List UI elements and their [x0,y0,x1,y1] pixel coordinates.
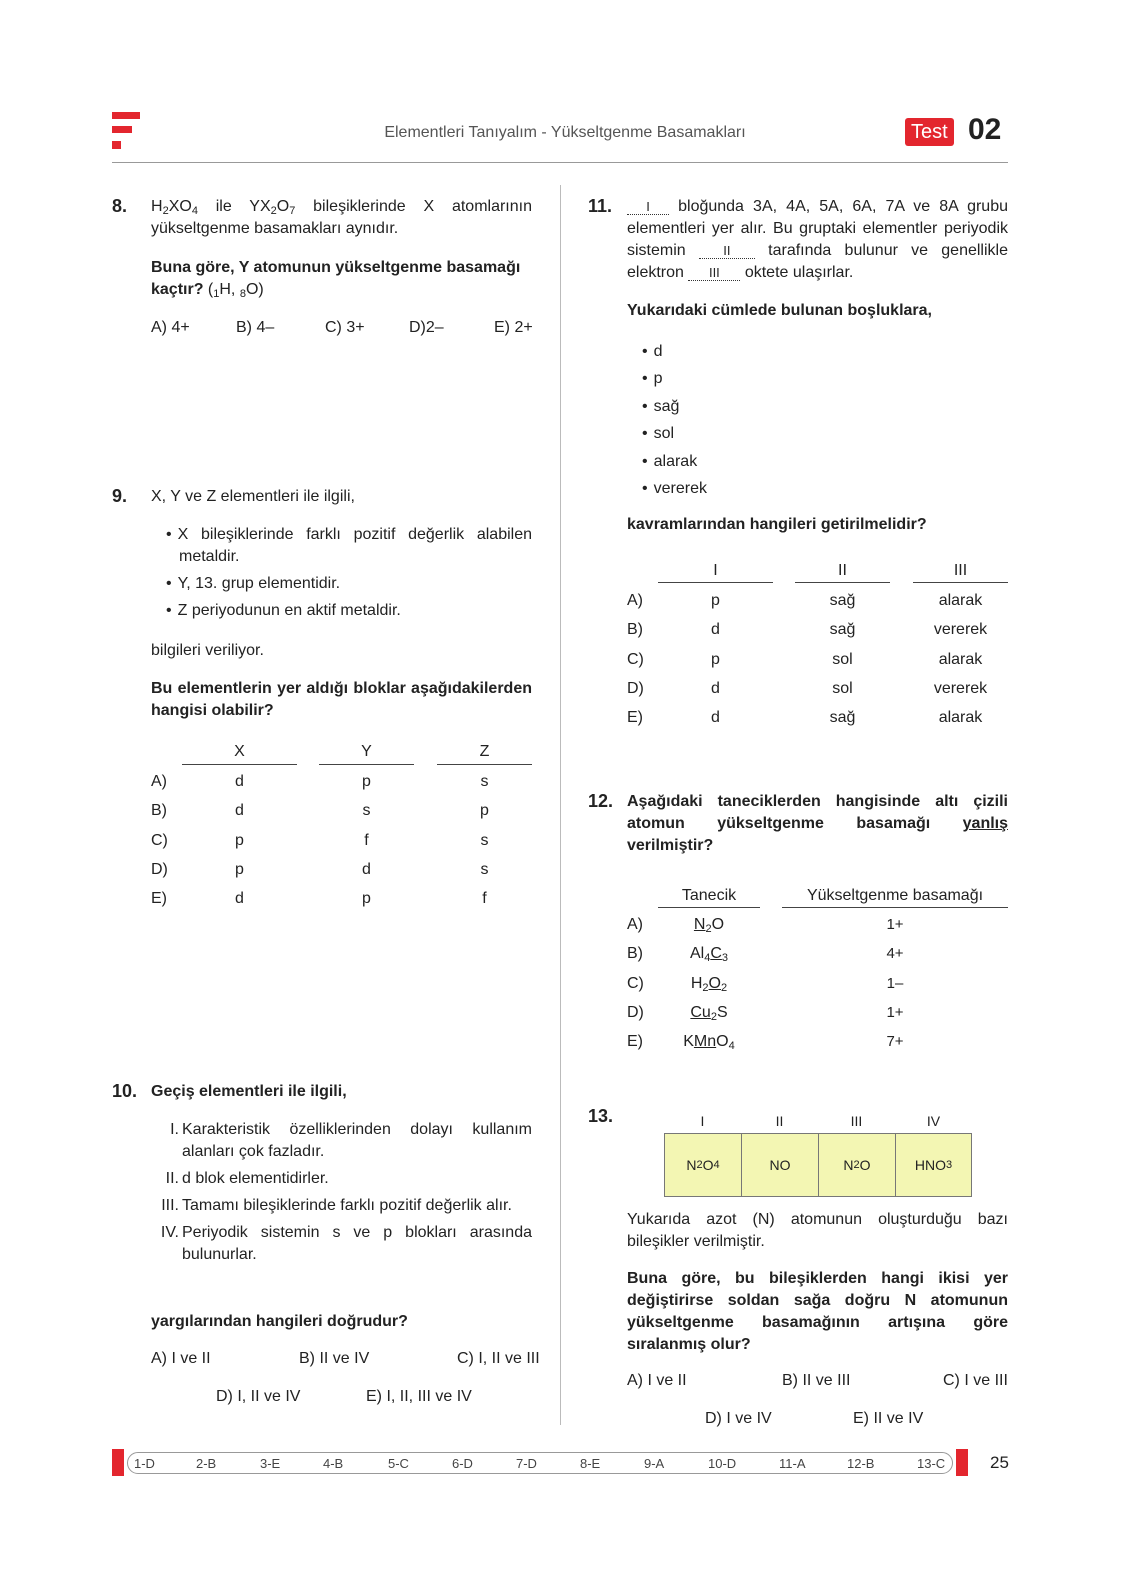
q11-cell: sağ [829,709,856,726]
q9-number: 9. [112,486,128,506]
answer-key-item: 4-B [323,1456,344,1471]
q12-value: 1+ [886,1004,904,1021]
q9-row-label: D) [151,861,168,878]
column-divider [560,185,561,1425]
q11-cell: d [711,621,720,638]
q10-option-a[interactable]: A) I ve II [151,1350,211,1367]
q13-description: Yukarıda azot (N) atomunun oluşturduğu bazı bileşikler verilmiştir. [627,1211,1008,1250]
q10-statement: IV. Periyodik sistemin s ve p blokları arasında bulunurlar. [160,1224,532,1263]
q9-cell: s [362,802,371,819]
q11-question: kavramlarından hangileri getirilmelidir? [627,516,927,533]
q12-particle: $N_2O$ [693,916,725,935]
q11-row-label: B) [627,621,643,638]
q11-blank-2: II [699,244,755,259]
q11-cell: d [711,680,720,697]
answer-key-item: 8-E [580,1456,601,1471]
q9-cell: p [362,890,371,907]
q13-compound-no: NO [741,1133,819,1197]
q13-option-d[interactable]: D) I ve IV [705,1410,772,1427]
q13-number: 13. [588,1106,614,1126]
q11-cell: sol [832,680,853,697]
q13-box-header: III [850,1113,863,1129]
q10-statements [151,1119,532,1266]
q12-row-label: E) [627,1033,643,1050]
q9-row-label: E) [151,890,167,907]
q8-number: 8. [112,196,128,216]
q9-row-label: C) [151,832,168,849]
q8-stem: $H_2XO_4$ ile $YX_2O_7$ bileşiklerinde X atomlarının yükseltgenme basamakları aynıdır. [151,198,532,237]
answer-key-item: 9-A [644,1456,665,1471]
q11-cell: sağ [829,621,856,638]
q10-option-c[interactable]: C) I, II ve III [457,1350,540,1367]
q9-cell: s [480,773,489,790]
q9-col-header: Z [479,743,490,760]
q11-col-header: II [838,562,847,579]
q11-cell: sağ [829,592,856,609]
q9-col-header: Y [361,743,372,760]
q12-row-label: A) [627,916,643,933]
q12-col-header-basamak: Yükseltgenme basamağı [806,887,984,904]
answer-key-item: 10-D [708,1456,737,1471]
q12-particle: KMnO$_4$ [683,1033,735,1052]
q9-header-line [437,764,532,765]
q13-compound-hno3: HNO 3 [895,1133,972,1197]
answer-key-item: 2-B [196,1456,217,1471]
q9-bullet: • Z periyodunun en aktif metaldir. [166,600,532,622]
q11-item: • alarak [642,448,707,475]
q10-statement: II. d blok elementidirler. [165,1170,329,1187]
q9-cell: p [480,802,489,819]
answer-key-item: 11-A [779,1456,806,1471]
q11-stem: I bloğunda 3A, 4A, 5A, 6A, 7A ve 8A grubu elementleri yer alır. Bu gruptaki elementler periyodik sistemin II tarafında bulunur ve genellikle elektron III oktete ulaşırlar. [627,198,1008,281]
q13-box-header: IV [926,1113,941,1129]
q10-option-d[interactable]: D) I, II ve IV [216,1388,301,1405]
answer-key-item: 1-D [134,1456,155,1471]
q11-cell: vererek [933,621,988,638]
q12-particle: $Al_4C_3$ [689,945,729,964]
q8-question: Buna göre, Y atomunun yükseltgenme basamağı kaçtır? ($_1H$, $_8$O) [151,259,521,300]
q12-row-label: C) [627,975,644,992]
q12-particle: $Cu_2S$ [690,1004,728,1023]
header-divider [112,162,1008,163]
q9-cell: f [364,832,369,849]
q11-cell: p [711,592,720,609]
q9-header-line [319,764,414,765]
q9-row-label: B) [151,802,167,819]
q12-value: 1– [886,975,904,992]
q11-cell: sol [832,651,853,668]
q12-value: 4+ [886,945,904,962]
q10-question: yargılarından hangileri doğrudur? [151,1313,408,1330]
q13-option-c[interactable]: C) I ve III [943,1372,1008,1389]
q10-statement: III. Tamamı bileşiklerinde farklı pozitif değerlik alır. [161,1197,512,1214]
q9-cell: d [235,802,244,819]
q12-header-line [658,907,760,908]
q11-blank-3: III [688,266,740,281]
q9-cell: s [480,832,489,849]
q11-cell: vererek [933,680,988,697]
q9-given: bilgileri veriliyor. [151,642,264,659]
q12-particle: $H_2O_2$ [690,975,728,994]
q8-option-c[interactable]: C) 3+ [325,319,365,336]
page-number: 25 [990,1453,1009,1472]
q11-item: • sol [642,420,707,447]
q9-cell: p [235,832,244,849]
answer-key-item: 5-C [388,1456,409,1471]
q11-row-label: E) [627,709,643,726]
answer-key-item: 6-D [452,1456,473,1471]
q11-item: • sağ [642,393,707,420]
q11-row-label: D) [627,680,644,697]
q9-cell: f [482,890,487,907]
q11-row-label: C) [627,651,644,668]
test-number: 02 [968,113,1002,146]
q10-option-b[interactable]: B) II ve IV [299,1350,370,1367]
q11-number: 11. [588,196,613,216]
q11-header-line [795,582,890,583]
q11-header-line [658,582,773,583]
q13-compound-n2o4: N 2 O 4 [664,1133,742,1197]
q11-cell: alarak [938,592,983,609]
q13-option-a[interactable]: A) I ve II [627,1372,687,1389]
q13-compound-n2o: N 2 O [818,1133,896,1197]
q13-question: Buna göre, bu bileşiklerden hangi ikisi yer değiştirirse soldan sağa doğru N atomunun yükseltgenme basamağının artışına göre sıralanmış olur? [627,1270,1008,1353]
q9-cell: s [480,861,489,878]
q9-bullet: • Y, 13. grup elementidir. [166,573,532,595]
answer-key-item: 12-B [847,1456,875,1471]
q9-bullet: • X bileşiklerinde farklı pozitif değerlik alabilen metaldir. [166,524,532,568]
q11-prompt: Yukarıdaki cümlede bulunan boşluklara, [627,302,932,319]
q9-col-header: X [234,743,245,760]
q11-blank-1: I [627,200,669,215]
q10-number: 10. [112,1081,138,1101]
test-badge: Test [905,118,954,146]
brand-logo [112,112,142,152]
q9-question: Bu elementlerin yer aldığı bloklar aşağıdakilerden hangisi olabilir? [151,680,532,719]
q11-col-header: I [713,562,718,579]
q9-cell: d [235,890,244,907]
q10-intro: Geçiş elementleri ile ilgili, [151,1083,347,1100]
q9-cell: p [362,773,371,790]
q11-row-label: A) [627,592,643,609]
q11-cell: alarak [938,709,983,726]
answer-key-bar [127,1452,953,1474]
q10-option-e[interactable]: E) I, II, III ve IV [366,1388,472,1405]
answer-key-item: 3-E [260,1456,281,1471]
answer-key-item: 13-C [917,1456,946,1471]
q11-item: • d [642,338,707,365]
q11-item: • vererek [642,475,707,502]
q9-row-label: A) [151,773,167,790]
q13-option-b[interactable]: B) II ve III [782,1372,851,1389]
q9-bullets [166,524,532,622]
q9-cell: p [235,861,244,878]
q8-option-b[interactable]: B) 4– [236,319,275,336]
q9-cell: d [362,861,371,878]
footer-right-mark [956,1449,968,1476]
q8-option-a[interactable]: A) 4+ [151,319,190,336]
q11-item: • p [642,365,707,392]
q12-col-header-tanecik: Tanecik [681,887,737,904]
q9-intro: X, Y ve Z elementleri ile ilgili, [151,488,355,505]
page-header-title: Elementleri Tanıyalım - Yükseltgenme Basamakları [384,124,746,141]
q12-header-line [782,907,1008,908]
q12-number: 12. [588,791,614,811]
q12-question: Aşağıdaki taneciklerden hangisinde altı çizili atomun yükseltgenme basamağı yanlış verilmiştir? [627,793,1008,854]
q12-row-label: B) [627,945,643,962]
q12-row-label: D) [627,1004,644,1021]
q11-cell: d [711,709,720,726]
answer-key-item: 7-D [516,1456,537,1471]
q8-option-d[interactable]: D)2– [409,319,444,336]
q11-cell: p [711,651,720,668]
q11-col-header: III [953,562,968,579]
q12-value: 7+ [886,1033,904,1050]
q12-value: 1+ [886,916,904,933]
q13-box-header: II [775,1113,784,1129]
q10-statement: I. Karakteristik özelliklerinden dolayı kullanım alanları çok fazladır. [170,1121,532,1160]
q11-header-line [913,582,1008,583]
q9-header-line [182,764,297,765]
footer-left-mark [112,1449,124,1476]
q13-option-e[interactable]: E) II ve IV [853,1410,924,1427]
q8-option-e[interactable]: E) 2+ [494,319,533,336]
q11-cell: alarak [938,651,983,668]
q11-items [642,338,707,502]
q13-box-header: I [700,1113,705,1129]
q9-cell: d [235,773,244,790]
